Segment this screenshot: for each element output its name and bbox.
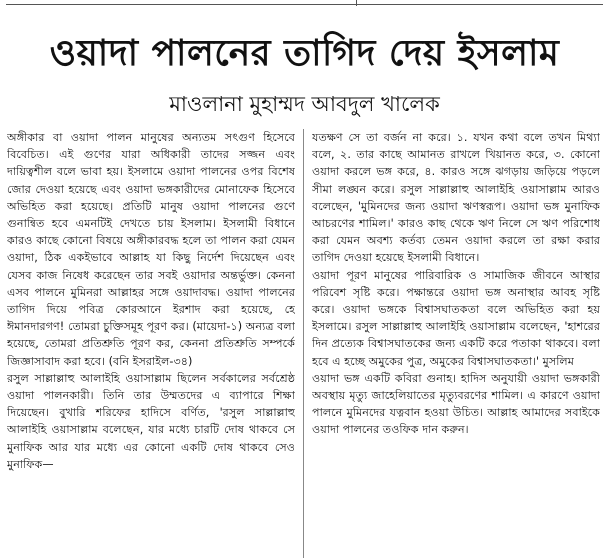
paragraph: ওয়াদা পূরণ মানুষের পারিবারিক ও সামাজিক জীবনে আস্থার পরিবেশ সৃষ্টি করে। পক্ষান্তরে ওয়াদা ভঙ্গ অনাস্থার আবহ সৃষ্টি করে। ওয়াদা ভঙ্গকে বিশ্বাসঘাতকতা বলে অভিহিত করা হয় ইসলামে। রসুল সাল্লাল্লাহু আলাইহি ওয়াসাল্লাম বলেছেন, 'হাশরের দিন প্রত্যেক বিশ্বাসঘাতকের জন্য একটি করে পতাকা থাকবে। বলা হবে এ হচ্ছে অমুকের পুত্র, অমুকের বিশ্বাসঘাতকতা।' মুসলিম xyxy=(312,268,600,368)
top-tick xyxy=(356,0,357,6)
paragraph: অঙ্গীকার বা ওয়াদা পালন মানুষের অন্যতম সৎগুণ হিসেবে বিবেচিত। এই গুণের যারা অধিকারী তাদের সজ্জন এবং দায়িত্বশীল বলে ভাবা হয়। ইসলামে ওয়াদা পালনের ওপর বিশেষ জোর দেওয়া হয়েছে এবং ওয়াদা ভঙ্গকারীদের মোনাফেক হিসেবে অভিহিত করা হয়েছে। প্রতিটি মানুষ ওয়াদা পালনের গুণে গুনান্বিত হবে এমনটিই দেখতে চায় ইসলাম। ইসলামী বিধানে কারও কাছে কোনো বিষয়ে অঙ্গীকারবদ্ধ হলে তা পালন করা যেমন ওয়াদা, ঠিক একইভাবে আল্লাহ যা কিছু নির্দেশ দিয়েছেন এবং যেসব কাজ নিষেধ করেছেন তার সবই ওয়াদার অন্তর্ভুক্ত। কেননা এসব পালনে মুমিনরা আল্লাহর সঙ্গে ওয়াদাবদ্ধ। ওয়াদা পালনের তাগিদ দিয়ে পবিত্র কোরআনে ইরশাদ করা হয়েছে, হে ঈমানদারগণ! তোমরা চুক্তিসমূহ পূরণ কর। (মায়েদা-১) অন্যত্র বলা হয়েছে, তোমরা প্রতিশ্রুতি পূরণ কর, কেননা প্রতিশ্রুতি সম্পর্কে জিজ্ঞাসাবাদ করা হবে। (বনি ইসরাইল-৩৪) xyxy=(7,131,295,368)
article-column-right xyxy=(312,129,600,558)
paragraph: রসুল সাল্লাল্লাহু আলাইহি ওয়াসাল্লাম ছিলেন সর্বকালের সর্বশ্রেষ্ঠ ওয়াদা পালনকারী। তিনি তার উম্মতদের এ ব্যাপারে শিক্ষা দিয়েছেন। বুখারি শরিফের হাদিসে বর্ণিত, 'রসুল সাল্লাল্লাহু আলাইহি ওয়াসাল্লাম বলেছেন, যার মধ্যে চারটি দোষ থাকবে সে মুনাফিক আর যার মধ্যে এর কোনো একটি দোষ থাকবে সেও মুনাফিক— xyxy=(7,371,295,471)
article-byline: মাওলানা মুহাম্মদ আবদুল খালেক xyxy=(169,92,440,116)
article-column-left xyxy=(7,129,295,558)
top-rule xyxy=(6,4,603,5)
article-headline: ওয়াদা পালনের তাগিদ দেয় ইসলাম xyxy=(49,33,560,74)
paragraph: যতক্ষণ সে তা বর্জন না করে। ১. যখন কথা বলে তখন মিথ্যা বলে, ২. তার কাছে আমানত রাখলে খিয়ানত করে, ৩. কোনো ওয়াদা করলে ভঙ্গ করে, ৪. কারও সঙ্গে ঝগড়ায় জড়িয়ে পড়লে সীমা লঙ্ঘন করে। রসুল সাল্লাল্লাহু আলাইহি ওয়াসাল্লাম আরও বলেছেন, 'মুমিনদের জন্য ওয়াদা ঋণস্বরূপ। ওয়াদা ভঙ্গ মুনাফিক আচরণের শামিল।' কারও কাছ থেকে ঋণ নিলে সে ঋণ পরিশোধ করা যেমন অবশ্য কর্তব্য তেমন ওয়াদা করলে তা রক্ষা করার তাগিদ দেওয়া হয়েছে ইসলামী বিধানে। xyxy=(312,131,600,265)
column-divider xyxy=(303,129,304,558)
paragraph: ওয়াদা ভঙ্গ একটি কবিরা গুনাহ। হাদিস অনুযায়ী ওয়াদা ভঙ্গকারী অবস্থায় মৃত্যু জাহেলিয়াতের মৃত্যুবরণের শামিল। এ কারণে ওয়াদা পালনে মুমিনদের যত্নবান হওয়া উচিত। আল্লাহ আমাদের সবাইকে ওয়াদা পালনের তওফিক দান করুন। xyxy=(312,371,600,437)
